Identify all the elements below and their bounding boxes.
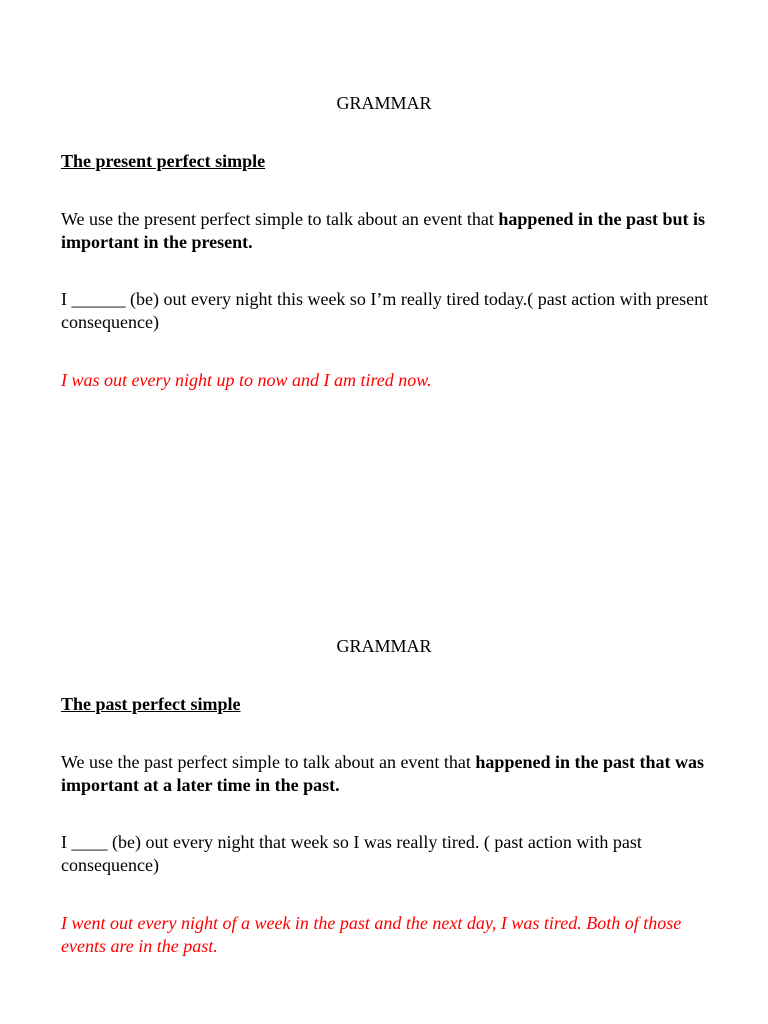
answer-explanation: I was out every night up to now and I am tired now. (61, 370, 432, 390)
example-sentence: I ______ (be) out every night this week so I’m really tired today.( past action with present consequence) (61, 289, 709, 332)
intro-paragraph (61, 751, 711, 796)
section-past-perfect (61, 635, 711, 957)
section-title: GRAMMAR (336, 636, 432, 656)
intro-text: We use the present perfect simple to talk about an event that (61, 209, 499, 229)
section-title: GRAMMAR (336, 93, 432, 113)
section-present-perfect (61, 92, 711, 392)
answer-explanation: I went out every night of a week in the past and the next day, I was tired. Both of those events are in the past. (61, 913, 682, 956)
section-heading: The past perfect simple (61, 694, 241, 714)
example-sentence: I ____ (be) out every night that week so I was really tired. ( past action with past consequence) (61, 832, 642, 875)
intro-paragraph (61, 208, 711, 253)
intro-text: We use the past perfect simple to talk about an event that (61, 752, 476, 772)
intro-bold-text: happened in the past that was important at a later time in the past. (61, 752, 704, 795)
intro-bold-text: happened in the past but is important in the present. (61, 209, 705, 252)
section-heading: The present perfect simple (61, 151, 266, 171)
